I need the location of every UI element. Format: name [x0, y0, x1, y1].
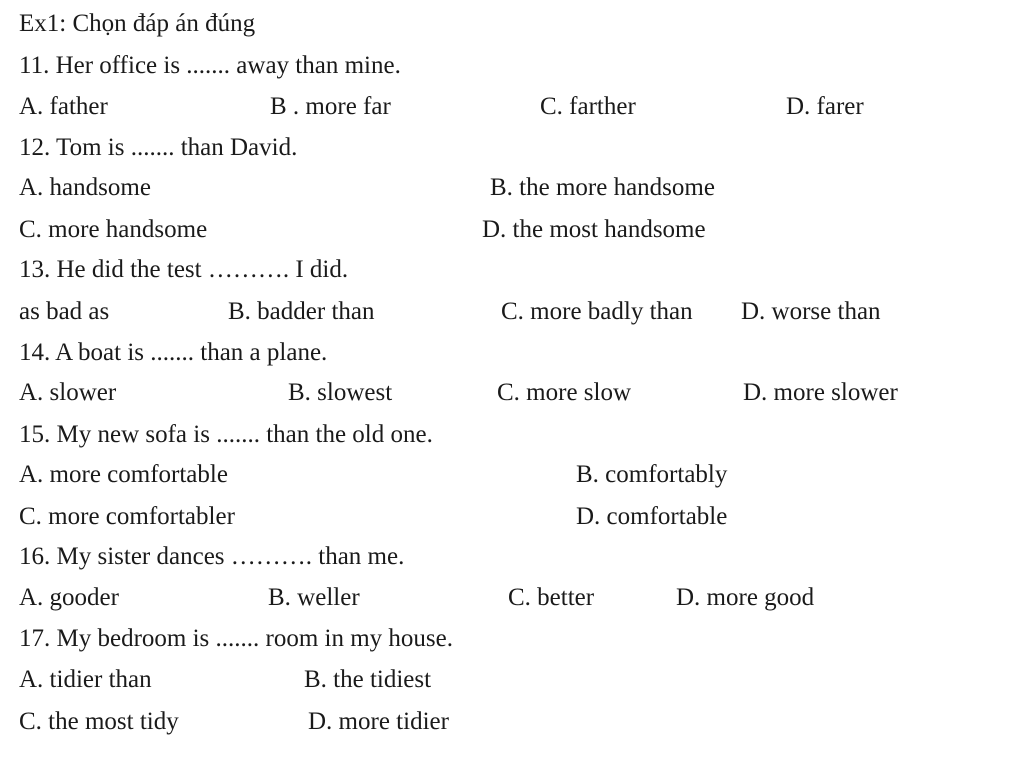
question-17	[0, 619, 1024, 659]
question-12-options-row2	[0, 210, 1024, 250]
question-17-prompt: 17. My bedroom is ....... room in my house.	[19, 625, 454, 652]
question-14-options	[0, 373, 1024, 413]
question-14	[0, 333, 1024, 373]
question-17-options-row2	[0, 702, 1024, 742]
question-11	[0, 46, 1024, 86]
question-17-options-row1	[0, 660, 1024, 700]
question-13	[0, 250, 1024, 290]
question-13-options	[0, 292, 1024, 332]
question-11-prompt: 11. Her office is ....... away than mine.	[19, 52, 401, 79]
question-12	[0, 128, 1024, 168]
option-c: C. more slow	[497, 379, 632, 406]
question-11-options	[0, 87, 1024, 127]
option-a: A. father	[19, 93, 108, 120]
option-c: C. more handsome	[19, 216, 208, 243]
option-a: A. more comfortable	[19, 461, 228, 488]
option-a: A. gooder	[19, 584, 119, 611]
question-16	[0, 537, 1024, 577]
option-d: D. more slower	[743, 379, 898, 406]
option-a: A. handsome	[19, 174, 151, 201]
option-d: D. comfortable	[576, 503, 728, 530]
option-c: C. farther	[540, 93, 636, 120]
option-c: C. better	[508, 584, 595, 611]
exercise-heading: Ex1: Chọn đáp án đúng	[19, 10, 256, 37]
option-b: B. the tidiest	[304, 666, 432, 693]
question-15	[0, 415, 1024, 455]
question-16-prompt: 16. My sister dances ………. than me.	[19, 543, 405, 570]
option-b: B. badder than	[228, 298, 375, 325]
option-c: C. the most tidy	[19, 708, 179, 735]
question-12-options-row1	[0, 168, 1024, 208]
option-d: D. the most handsome	[482, 216, 706, 243]
option-a: A. tidier than	[19, 666, 152, 693]
option-a: as bad as	[19, 298, 110, 325]
option-b: B . more far	[270, 93, 391, 120]
option-b: B. weller	[268, 584, 360, 611]
option-b: B. the more handsome	[490, 174, 715, 201]
option-a: A. slower	[19, 379, 117, 406]
question-14-prompt: 14. A boat is ....... than a plane.	[19, 339, 328, 366]
option-c: C. more badly than	[501, 298, 693, 325]
question-15-options-row1	[0, 455, 1024, 495]
option-b: B. comfortably	[576, 461, 728, 488]
option-d: D. farer	[786, 93, 864, 120]
question-15-options-row2	[0, 497, 1024, 537]
question-16-options	[0, 578, 1024, 618]
option-d: D. worse than	[741, 298, 881, 325]
question-15-prompt: 15. My new sofa is ....... than the old one.	[19, 421, 433, 448]
exercise-heading-line	[0, 4, 1024, 44]
option-b: B. slowest	[288, 379, 393, 406]
option-c: C. more comfortabler	[19, 503, 235, 530]
option-d: D. more good	[676, 584, 815, 611]
question-12-prompt: 12. Tom is ....... than David.	[19, 134, 298, 161]
option-d: D. more tidier	[308, 708, 449, 735]
question-13-prompt: 13. He did the test ………. I did.	[19, 256, 349, 283]
